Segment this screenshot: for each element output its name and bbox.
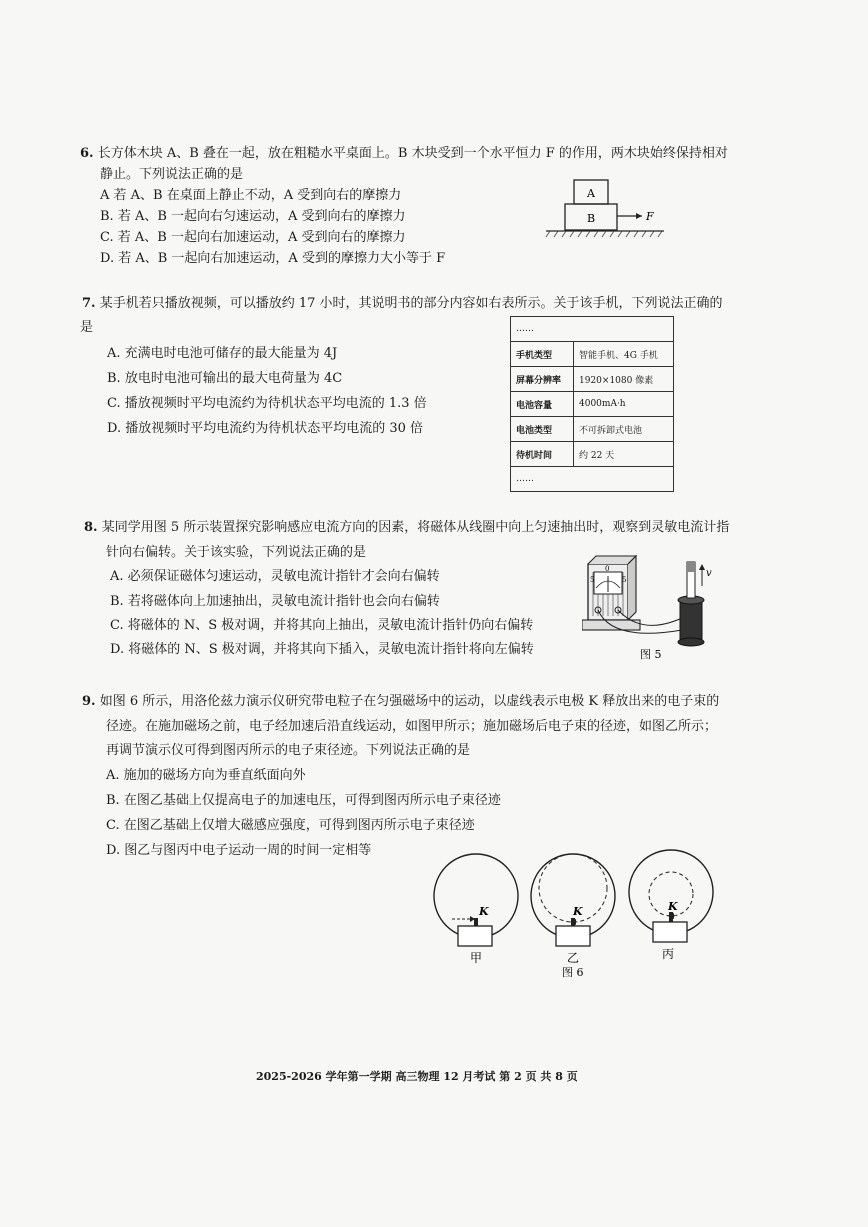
question-number: 8. (84, 520, 98, 535)
option-d: D. 播放视频时平均电流约为待机状态平均电流的 30 倍 (107, 421, 424, 436)
question-stem: 某同学用图 5 所示装置探究影响感应电流方向的因素，将磁体从线圈中向上匀速抽出时，观察到灵敏电流计指 (101, 520, 730, 535)
option-c: C. 在图乙基础上仅增大磁感应强度，可得到图丙所示电子束径迹 (106, 818, 475, 833)
option-b: B. 若将磁体向上加速抽出，灵敏电流计指针也会向右偏转 (110, 594, 440, 609)
option-a: A. 施加的磁场方向为垂直纸面向外 (106, 768, 306, 783)
option-b: B. 在图乙基础上仅提高电子的加速电压，可得到图丙所示电子束径迹 (106, 793, 501, 808)
option-d: D. 将磁体的 N、S 极对调，并将其向下插入，灵敏电流计指针将向左偏转 (110, 642, 534, 657)
question-stem-cont: 针向右偏转。关于该实验，下列说法正确的是 (106, 545, 367, 560)
electrode-label: K (479, 905, 489, 918)
electrode-label: K (573, 905, 583, 918)
diagram-yi (531, 854, 615, 979)
block-a-label: A (587, 187, 595, 200)
label-jia: 甲 (470, 951, 483, 965)
table-ellipsis-top: …… (511, 317, 674, 342)
question-stem: 如图 6 所示，用洛伦兹力演示仪研究带电粒子在匀强磁场中的运动，以虚线表示电极 K 释放出来的电子束的 (99, 694, 720, 709)
lorentz-figure (428, 848, 728, 980)
question-stem-cont: 再调节演示仪可得到图丙所示的电子束径迹。下列说法正确的是 (106, 743, 471, 758)
table-row: 电池容量 4000mA·h (511, 392, 674, 417)
label-yi: 乙 (567, 951, 580, 965)
page-footer: 2025-2026 学年第一学期 高三物理 12 月考试 第 2 页 共 8 页 (256, 1070, 578, 1083)
figure-caption: 图 5 (640, 648, 662, 661)
option-a: A. 必须保证磁体匀速运动，灵敏电流计指针才会向右偏转 (110, 569, 440, 584)
diagram-jia (434, 854, 518, 965)
table-ellipsis-bottom: …… (511, 467, 674, 492)
question-number: 7. (82, 296, 96, 311)
electrode-label: K (668, 900, 678, 913)
question-number: 9. (82, 694, 96, 709)
question-stem-cont: 是 (80, 320, 94, 335)
table-row: 屏幕分辨率 1920×1080 像素 (511, 367, 674, 392)
block-b-label: B (586, 212, 596, 225)
option-b: B. 放电时电池可输出的最大电荷量为 4C (107, 371, 343, 386)
question-stem-cont: 径迹。在施加磁场之前，电子经加速后沿直线运动，如图甲所示；施加磁场后电子束的径迹，如图乙所示； (106, 719, 718, 734)
option-d: D. 若 A、B 一起向右加速运动，A 受到的摩擦力大小等于 F (100, 251, 446, 266)
option-d: D. 图乙与图丙中电子运动一周的时间一定相等 (106, 843, 372, 858)
scale-label-right: 5 (622, 576, 627, 584)
table-row (511, 467, 674, 492)
label-bing: 丙 (662, 947, 675, 961)
table-row (511, 317, 674, 342)
galvanometer-figure (582, 552, 722, 662)
velocity-label: v (706, 568, 712, 579)
question-number: 6. (80, 146, 94, 161)
scale-label-zero: 0 (605, 565, 610, 573)
table-row: 手机类型 智能手机、4G 手机 (511, 342, 674, 367)
option-c: C. 将磁体的 N、S 极对调，并将其向上抽出，灵敏电流计指针仍向右偏转 (110, 618, 534, 633)
table-row: 待机时间 约 22 天 (511, 442, 674, 467)
question-stem-cont: 静止。下列说法正确的是 (100, 167, 244, 182)
option-a: A. 充满电时电池可储存的最大能量为 4J (107, 346, 338, 361)
coil (680, 600, 702, 642)
option-a: A 若 A、B 在桌面上静止不动，A 受到向右的摩擦力 (100, 188, 402, 203)
scale-label-left: 5 (590, 576, 595, 584)
question-stem: 长方体木块 A、B 叠在一起，放在粗糙水平桌面上。B 木块受到一个水平恒力 F 的作用，两木块始终保持相对 (97, 146, 728, 161)
option-c: C. 若 A、B 一起向右加速运动，A 受到向右的摩擦力 (100, 230, 406, 245)
blocks-figure (542, 175, 672, 241)
question-stem: 某手机若只播放视频，可以播放约 17 小时，其说明书的部分内容如右表所示。关于该手机，下列说法正确的 (99, 296, 723, 311)
figure-caption: 图 6 (562, 966, 584, 979)
force-label: F (646, 210, 654, 223)
option-c: C. 播放视频时平均电流约为待机状态平均电流的 1.3 倍 (107, 396, 427, 411)
phone-spec-table (510, 316, 674, 492)
option-b: B. 若 A、B 一起向右匀速运动，A 受到向右的摩擦力 (100, 209, 406, 224)
table-row: 电池类型 不可拆卸式电池 (511, 417, 674, 442)
diagram-bing (629, 850, 713, 961)
